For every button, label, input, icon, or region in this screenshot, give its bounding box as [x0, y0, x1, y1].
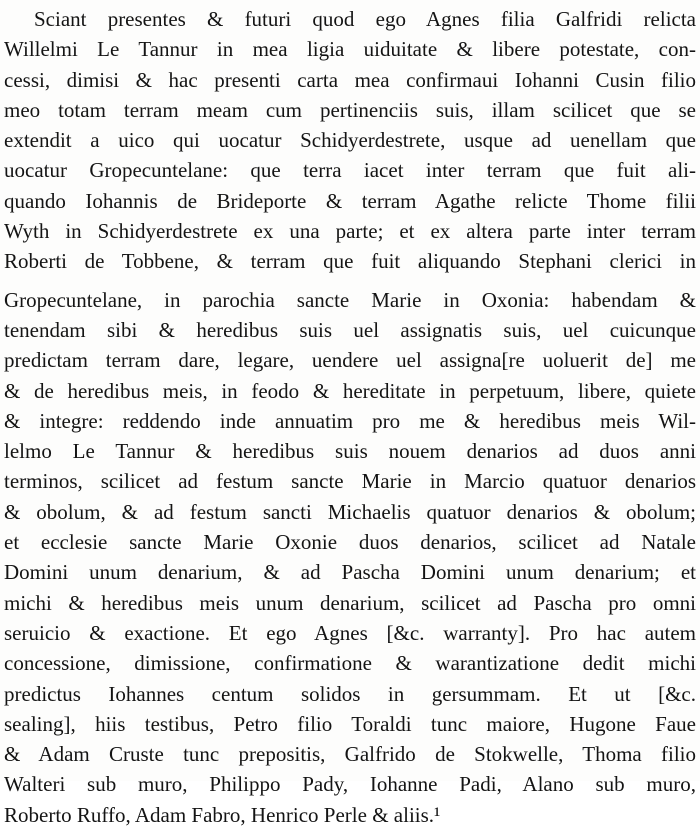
text-line: predictam terram dare, legare, uendere uel assigna[re uoluerit de] me	[4, 348, 696, 373]
text-line: meo totam terram meam cum pertinenciis suis, illam scilicet que se	[4, 97, 696, 122]
text-line: lelmo Le Tannur & heredibus suis nouem denarios ad duos anni	[4, 439, 696, 464]
text-line: & Adam Cruste tunc prepositis, Galfrido de Stokwelle, Thoma filio	[4, 742, 696, 767]
text-line: uocatur Gropecuntelane: que terra iacet inter terram que fuit ali-	[4, 158, 696, 183]
text-line: extendit a uico qui uocatur Schidyerdestrete, usque ad uenellam que	[4, 128, 696, 153]
text-line: Roberti de Tobbene, & terram que fuit aliquando Stephani clerici in	[4, 249, 696, 274]
text-line: Wyth in Schidyerdestrete ex una parte; et ex altera parte inter terram	[4, 219, 696, 244]
text-line: Roberto Ruffo, Adam Fabro, Henrico Perle & aliis.¹	[4, 802, 441, 827]
text-line: tenendam sibi & heredibus suis uel assignatis suis, uel cuicunque	[4, 317, 696, 342]
charter-text	[4, 4, 696, 830]
text-line: seruicio & exactione. Et ego Agnes [&c. warranty]. Pro hac autem	[4, 620, 696, 645]
text-line: sealing], hiis testibus, Petro filio Toraldi tunc maiore, Hugone Faue	[4, 711, 696, 736]
text-line: Domini unum denarium, & ad Pascha Domini unum denarium; et	[4, 560, 696, 585]
text-line: terminos, scilicet ad festum sancte Marie in Marcio quatuor denarios	[4, 469, 696, 494]
text-line: Walteri sub muro, Philippo Pady, Iohanne Padi, Alano sub muro,	[4, 772, 696, 797]
text-line: et ecclesie sancte Marie Oxonie duos denarios, scilicet ad Natale	[4, 530, 696, 555]
text-line: predictus Iohannes centum solidos in gersummam. Et ut [&c.	[4, 681, 696, 706]
text-line: Sciant presentes & futuri quod ego Agnes filia Galfridi relicta	[34, 7, 696, 31]
text-line: quando Iohannis de Brideporte & terram Agathe relicte Thome filii	[4, 188, 696, 213]
text-line: concessione, dimissione, confirmatione & warantizatione dedit michi	[4, 651, 696, 676]
text-line: & obolum, & ad festum sancti Michaelis quatuor denarios & obolum;	[4, 499, 696, 524]
text-line: Gropecuntelane, in parochia sancte Marie in Oxonia: habendam &	[4, 287, 696, 312]
text-line: michi & heredibus meis unum denarium, scilicet ad Pascha pro omni	[4, 590, 696, 615]
text-line: Willelmi Le Tannur in mea ligia uiduitate & libere potestate, con-	[4, 37, 696, 62]
text-line: cessi, dimisi & hac presenti carta mea confirmaui Iohanni Cusin filio	[4, 67, 696, 92]
text-line: & integre: reddendo inde annuatim pro me & heredibus meis Wil-	[4, 408, 696, 433]
text-line: & de heredibus meis, in feodo & hereditate in perpetuum, libere, quiete	[4, 378, 696, 403]
